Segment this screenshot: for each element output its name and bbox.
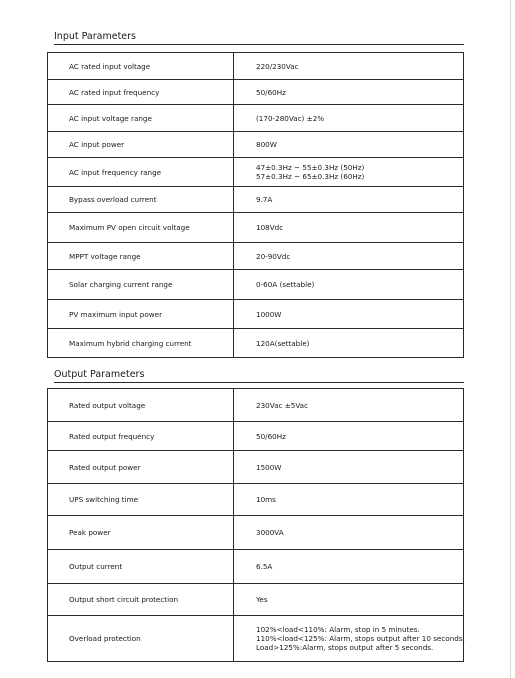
parameter-value — [234, 300, 464, 329]
parameter-value-line: 47±0.3Hz ~ 55±0.3Hz (50Hz) — [256, 163, 365, 172]
parameter-name: Maximum PV open circuit voltage — [48, 213, 234, 243]
parameter-value-line: Yes — [256, 595, 268, 604]
parameter-value-line: (170-280Vac) ±2% — [256, 113, 325, 123]
parameter-value-line: 800W — [256, 140, 277, 149]
parameter-value — [234, 53, 464, 80]
table-row — [48, 516, 464, 550]
parameter-value-line: 3000VA — [256, 528, 284, 537]
parameter-value-line: 57±0.3Hz ~ 65±0.3Hz (60Hz) — [256, 172, 365, 181]
table-row — [48, 213, 464, 243]
table-row — [48, 550, 464, 584]
parameter-value-line: 102%<load<110%: Alarm, stop in 5 minutes. — [256, 625, 420, 634]
parameter-name: Rated output frequency — [48, 422, 234, 451]
parameter-value — [234, 516, 464, 550]
table-row — [48, 422, 464, 451]
parameter-name: AC input voltage range — [48, 105, 234, 132]
parameter-name: Peak power — [48, 516, 234, 550]
parameter-value — [234, 422, 464, 451]
table-row — [48, 53, 464, 80]
parameter-value — [234, 584, 464, 616]
parameter-name: AC rated input voltage — [48, 53, 234, 80]
parameter-value-line: 6.5A — [256, 562, 273, 571]
parameter-name: Overload protection — [48, 616, 234, 662]
parameter-name: Output current — [48, 550, 234, 584]
parameter-value-line: 1500W — [256, 462, 282, 472]
output-parameters-body — [48, 389, 464, 662]
parameter-name: Rated output voltage — [48, 389, 234, 422]
parameter-value — [234, 80, 464, 105]
table-row — [48, 187, 464, 213]
parameter-value-line: 220/230Vac — [256, 61, 299, 71]
parameter-name: AC input power — [48, 132, 234, 158]
parameter-value-line: 110%<load<125%: Alarm, stops output after 10 seconds. — [256, 634, 465, 643]
parameter-name: Output short circuit protection — [48, 584, 234, 616]
table-row — [48, 329, 464, 358]
input-parameters-table — [47, 52, 464, 358]
parameter-name: Maximum hybrid charging current — [48, 329, 234, 358]
parameter-value — [234, 484, 464, 516]
table-row — [48, 80, 464, 105]
parameter-value — [234, 158, 464, 187]
input-parameters-heading: Input Parameters — [54, 31, 464, 45]
parameter-value — [234, 389, 464, 422]
table-row — [48, 105, 464, 132]
parameter-name: Solar charging current range — [48, 270, 234, 300]
output-parameters-heading: Output Parameters — [54, 369, 464, 383]
parameter-name: UPS switching time — [48, 484, 234, 516]
parameter-value-line: 0-60A (settable) — [256, 280, 315, 289]
parameter-value-line: 108Vdc — [256, 223, 284, 232]
parameter-value — [234, 550, 464, 584]
parameter-name: PV maximum input power — [48, 300, 234, 329]
parameter-value — [234, 329, 464, 358]
parameter-value-line: 120A(settable) — [256, 338, 310, 348]
parameter-value — [234, 451, 464, 484]
parameter-value-line: 1000W — [256, 309, 282, 319]
table-row — [48, 300, 464, 329]
table-row — [48, 389, 464, 422]
parameter-value-line: 10ms — [256, 495, 276, 504]
table-row — [48, 451, 464, 484]
parameter-value-line: 50/60Hz — [256, 431, 286, 441]
parameter-name: MPPT voltage range — [48, 243, 234, 270]
parameter-value — [234, 187, 464, 213]
table-row — [48, 158, 464, 187]
table-row — [48, 484, 464, 516]
table-row — [48, 243, 464, 270]
table-row — [48, 584, 464, 616]
table-row — [48, 616, 464, 662]
parameter-value — [234, 213, 464, 243]
parameter-value-line: 9.7A — [256, 195, 273, 204]
parameter-name: AC input frequency range — [48, 158, 234, 187]
parameter-value-line: 50/60Hz — [256, 87, 286, 97]
page-edge-line — [510, 0, 511, 678]
parameter-value-line: Load>125%:Alarm, stops output after 5 seconds. — [256, 643, 434, 652]
output-parameters-table — [47, 388, 464, 662]
parameter-name: Rated output power — [48, 451, 234, 484]
parameter-name: AC rated input frequency — [48, 80, 234, 105]
parameter-name: Bypass overload current — [48, 187, 234, 213]
table-row — [48, 270, 464, 300]
parameter-value — [234, 243, 464, 270]
parameter-value-line: 230Vac ±5Vac — [256, 400, 309, 410]
parameter-value — [234, 105, 464, 132]
parameter-value — [234, 270, 464, 300]
table-row — [48, 132, 464, 158]
parameter-value — [234, 616, 464, 662]
parameter-value-line: 20-90Vdc — [256, 251, 291, 261]
input-parameters-body — [48, 53, 464, 358]
parameter-value — [234, 132, 464, 158]
